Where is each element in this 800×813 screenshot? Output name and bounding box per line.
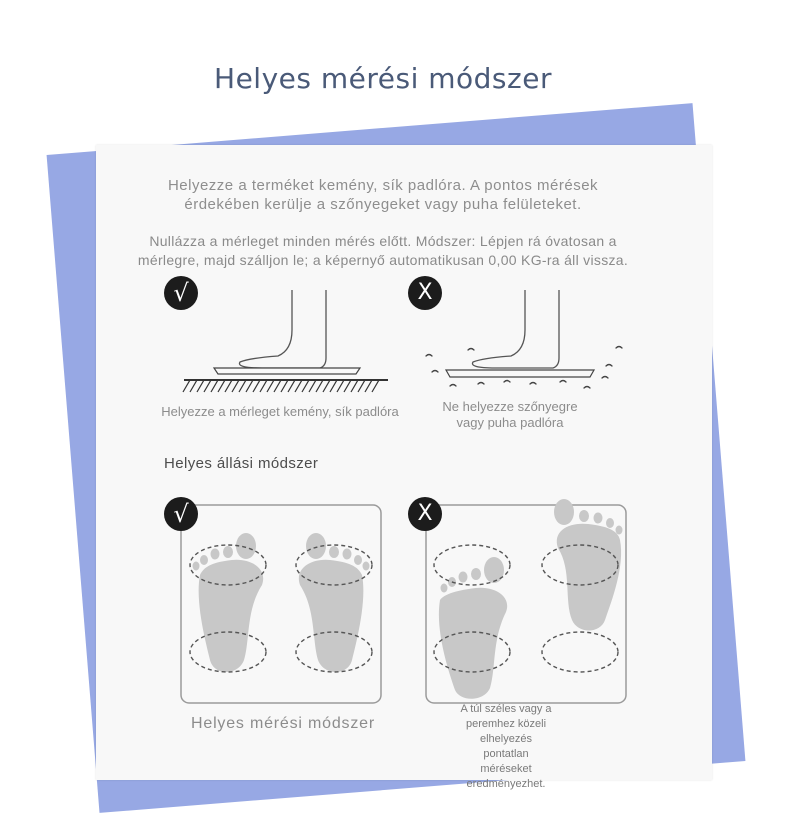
wrong-stance-line: méréseket xyxy=(480,763,532,775)
wrong-x-icon: X xyxy=(408,276,442,310)
wrong-stance-warning xyxy=(456,702,556,792)
intro-line: érdekében kerülje a szőnyegeket vagy puha felületeket. xyxy=(184,196,582,213)
correct-floor-illustration xyxy=(183,290,388,392)
wrong-stance-line: eredményezhet. xyxy=(466,778,546,790)
correct-stance-feet xyxy=(193,533,370,672)
correct-check-icon: √ xyxy=(164,276,198,310)
zeroing-line: mérlegre, majd szálljon le; a képernyő automatikusan 0,00 KG-ra áll vissza. xyxy=(137,252,629,268)
zeroing-line: Nullázza a mérleget minden mérés előtt. Módszer: Lépjen rá óvatosan a xyxy=(149,233,617,249)
page-title: Helyes mérési módszer xyxy=(214,62,552,95)
stance-section-title: Helyes állási módszer xyxy=(164,455,319,472)
intro-line: Helyezze a terméket kemény, sík padlóra. A pontos mérések xyxy=(167,177,599,194)
wrong-stance-line: peremhez közeli xyxy=(465,718,547,730)
correct-floor-caption: Helyezze a mérleget kemény, sík padlóra xyxy=(161,404,399,419)
wrong-floor-caption-line: vagy puha padlóra xyxy=(456,415,564,430)
wrong-floor-caption-line: Ne helyezze szőnyegre xyxy=(442,399,578,414)
wrong-stance-line: A túl széles vagy a xyxy=(460,703,552,715)
wrong-floor-illustration xyxy=(426,290,622,388)
wrong-stance-x-icon: X xyxy=(408,497,442,531)
correct-stance-check-icon: √ xyxy=(164,497,198,531)
correct-stance-label: Helyes mérési módszer xyxy=(191,715,375,732)
wrong-stance-line: elhelyezés pontatlan xyxy=(480,733,532,760)
wrong-stance-feet xyxy=(439,499,623,699)
wrong-floor-caption xyxy=(420,399,600,431)
